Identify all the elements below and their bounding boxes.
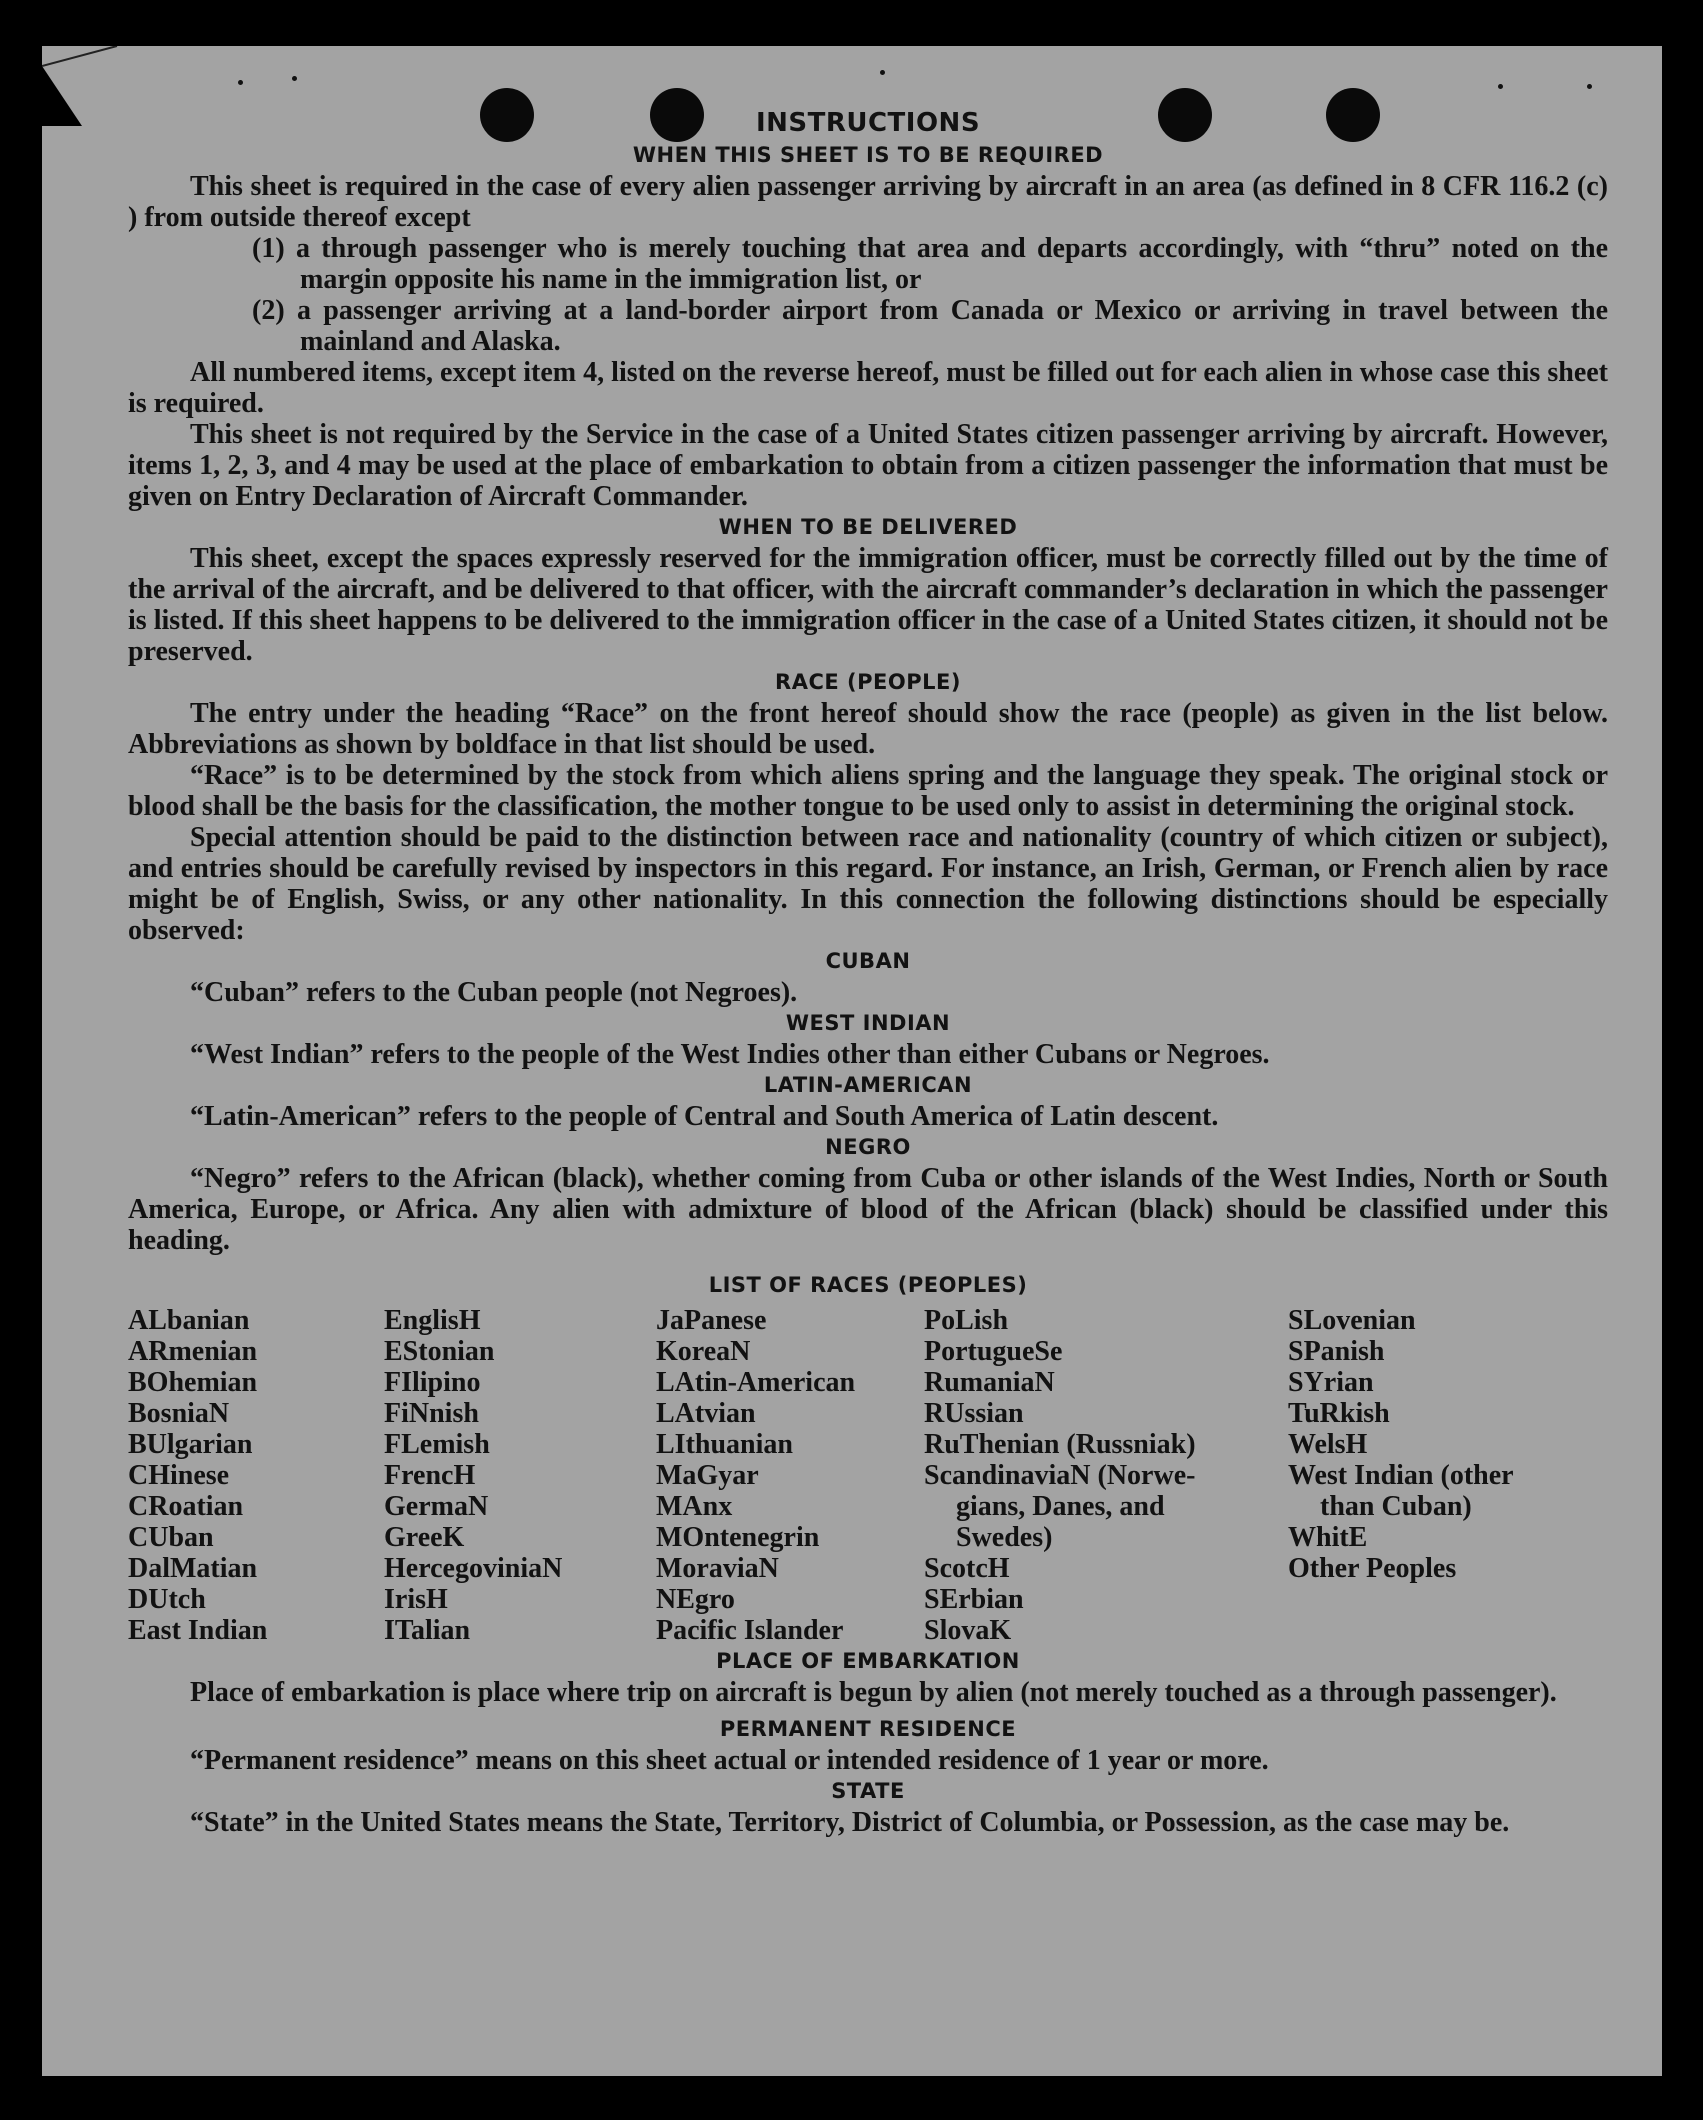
race-item: NEgro	[656, 1584, 735, 1615]
race-item: MaGyar	[656, 1460, 759, 1491]
race-item: DalMatian	[128, 1553, 258, 1584]
paragraph: “Cuban” refers to the Cuban people (not Negroes).	[190, 977, 798, 1008]
race-item: SlovaK	[924, 1615, 1012, 1646]
race-item: than Cuban)	[1320, 1491, 1472, 1522]
race-item: FiNnish	[384, 1398, 479, 1429]
race-item: ScotcH	[924, 1553, 1010, 1584]
subsection-heading: NEGRO	[825, 1135, 911, 1159]
paragraph: This sheet is required in the case of every alien passenger arriving by aircraft in an area (as defined in 8 CFR 116.2 (c) ) from outside thereof except	[128, 171, 1608, 233]
race-item: WhitE	[1288, 1522, 1368, 1553]
numbered-item: (2) a passenger arriving at a land-border airport from Canada or Mexico or arriving in travel between the mainland and Alaska.	[252, 295, 1608, 357]
race-item: LIthuanian	[656, 1429, 793, 1460]
paragraph: Place of embarkation is place where trip on aircraft is begun by alien (not merely touched as a through passenger).	[190, 1677, 1557, 1708]
section-heading: WHEN TO BE DELIVERED	[718, 515, 1018, 539]
paragraph: “State” in the United States means the State, Territory, District of Columbia, or Possession, as the case may be.	[190, 1807, 1510, 1838]
paragraph: This sheet, except the spaces expressly reserved for the immigration officer, must be correctly filled out by the time of the arrival of the aircraft, and be delivered to that officer, with the aircraft commander’s declaration in which the passenger is listed. If this sheet happens to be delivered to the immigration officer in the case of a United States citizen, it should not be preserved.	[128, 543, 1608, 667]
race-item: JaPanese	[656, 1305, 767, 1336]
race-item: CRoatian	[128, 1491, 244, 1522]
race-item: RumaniaN	[924, 1367, 1055, 1398]
race-item: SYrian	[1288, 1367, 1374, 1398]
race-item: TuRkish	[1288, 1398, 1390, 1429]
race-item: ALbanian	[128, 1305, 250, 1336]
races-column	[1288, 1305, 1588, 1646]
race-item: SPanish	[1288, 1336, 1385, 1367]
race-item: West Indian (other	[1288, 1460, 1514, 1491]
race-item: DUtch	[128, 1584, 206, 1615]
section-heading: PLACE OF EMBARKATION	[716, 1649, 1020, 1673]
race-item: GreeK	[384, 1522, 465, 1553]
subsection-heading: CUBAN	[825, 949, 911, 973]
race-item: Other Peoples	[1288, 1553, 1457, 1584]
races-list	[128, 1305, 1608, 1646]
section-heading: WHEN THIS SHEET IS TO BE REQUIRED	[632, 143, 1104, 167]
paragraph: “Latin-American” refers to the people of Central and South America of Latin descent.	[190, 1101, 1219, 1132]
section-heading: STATE	[831, 1779, 905, 1803]
race-item: RuThenian (Russniak)	[924, 1429, 1196, 1460]
race-item: FLemish	[384, 1429, 490, 1460]
race-item: BosniaN	[128, 1398, 230, 1429]
race-item: MOntenegrin	[656, 1522, 820, 1553]
page-title: INSTRUCTIONS	[755, 108, 981, 138]
race-item: HercegoviniaN	[384, 1553, 563, 1584]
races-column	[656, 1305, 924, 1646]
race-item: EStonian	[384, 1336, 495, 1367]
races-column	[384, 1305, 656, 1646]
section-heading: PERMANENT RESIDENCE	[719, 1717, 1017, 1741]
section-heading: RACE (PEOPLE)	[775, 670, 961, 694]
race-item: Swedes)	[956, 1522, 1053, 1553]
race-item: ScandinaviaN (Norwe-	[924, 1460, 1196, 1491]
race-item: FrencH	[384, 1460, 476, 1491]
race-item: gians, Danes, and	[956, 1491, 1165, 1522]
paragraph: “West Indian” refers to the people of the West Indies other than either Cubans or Negroes.	[190, 1039, 1270, 1070]
paragraph: “Permanent residence” means on this sheet actual or intended residence of 1 year or more.	[190, 1745, 1269, 1776]
race-item: LAtin-American	[656, 1367, 856, 1398]
race-item: EnglisH	[384, 1305, 481, 1336]
paragraph: Special attention should be paid to the distinction between race and nationality (country of which citizen or subject), and entries should be carefully revised by inspectors in this regard. For instance, an Irish, German, or French alien by race might be of English, Swiss, or any other nationality. In this connection the following distinctions should be especially observed:	[128, 822, 1608, 946]
race-item: SErbian	[924, 1584, 1024, 1615]
folded-corner	[42, 46, 142, 126]
paragraph: “Negro” refers to the African (black), whether coming from Cuba or other islands of the West Indies, North or South America, Europe, or Africa. Any alien with admixture of blood of the African (black) should be classified under this heading.	[128, 1163, 1608, 1256]
race-item: IrisH	[384, 1584, 448, 1615]
numbered-item: (1) a through passenger who is merely touching that area and departs accordingly, with “thru” noted on the margin opposite his name in the immigration list, or	[252, 233, 1608, 295]
race-item: FIlipino	[384, 1367, 481, 1398]
race-item: East Indian	[128, 1615, 268, 1646]
race-item: PortugueSe	[924, 1336, 1063, 1367]
race-item: GermaN	[384, 1491, 489, 1522]
race-item: PoLish	[924, 1305, 1009, 1336]
race-item: CHinese	[128, 1460, 230, 1491]
race-item: BOhemian	[128, 1367, 258, 1398]
races-column	[128, 1305, 384, 1646]
instructions-body	[128, 106, 1608, 1838]
race-item: SLovenian	[1288, 1305, 1416, 1336]
race-item: RUssian	[924, 1398, 1024, 1429]
paragraph: The entry under the heading “Race” on the front hereof should show the race (people) as given in the list below. Abbreviations as shown by boldface in that list should be used.	[128, 698, 1608, 760]
subsection-heading: LATIN-AMERICAN	[763, 1073, 973, 1097]
race-item: Pacific Islander	[656, 1615, 844, 1646]
paragraph: All numbered items, except item 4, listed on the reverse hereof, must be filled out for each alien in whose case this sheet is required.	[128, 357, 1608, 419]
paragraph: This sheet is not required by the Service in the case of a United States citizen passenger arriving by aircraft. However, items 1, 2, 3, and 4 may be used at the place of embarkation to obtain from a citizen passenger the information that must be given on Entry Declaration of Aircraft Commander.	[128, 419, 1608, 512]
races-column	[924, 1305, 1288, 1646]
race-item: KoreaN	[656, 1336, 751, 1367]
paragraph: “Race” is to be determined by the stock from which aliens spring and the language they speak. The original stock or blood shall be the basis for the classification, the mother tongue to be used only to assist in determining the original stock.	[128, 760, 1608, 822]
race-item: CUban	[128, 1522, 214, 1553]
race-item: MAnx	[656, 1491, 733, 1522]
race-item: BUlgarian	[128, 1429, 253, 1460]
subsection-heading: WEST INDIAN	[785, 1011, 951, 1035]
section-heading: LIST OF RACES (PEOPLES)	[708, 1273, 1028, 1297]
race-item: MoraviaN	[656, 1553, 779, 1584]
race-item: ARmenian	[128, 1336, 258, 1367]
race-item: WelsH	[1288, 1429, 1368, 1460]
document-sheet	[42, 46, 1662, 2076]
race-item: LAtvian	[656, 1398, 756, 1429]
race-item: ITalian	[384, 1615, 471, 1646]
